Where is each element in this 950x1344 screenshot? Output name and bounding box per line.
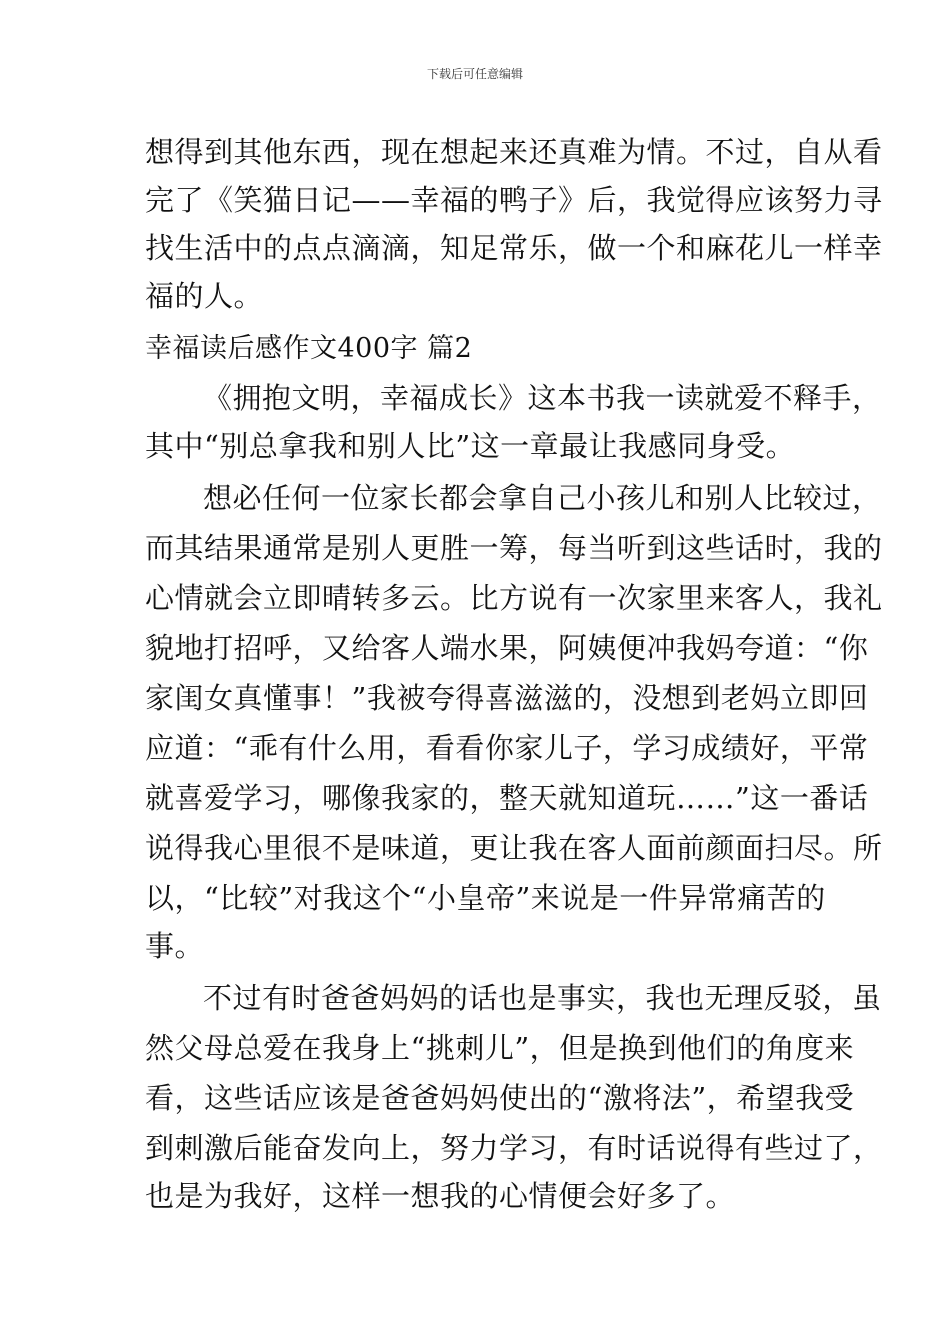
- text-line: 说得我心里很不是味道，更让我在客人面前颜面扫尽。所: [145, 831, 883, 865]
- text-line: 然父母总爱在我身上“挑刺儿”，但是换到他们的角度来: [145, 1031, 855, 1065]
- text-line: 而其结果通常是别人更胜一筹，每当听到这些话时，我的: [145, 531, 883, 565]
- text-line: 完了《笑猫日记——幸福的鸭子》后，我觉得应该努力寻: [145, 183, 883, 217]
- text-line: 家闺女真懂事！”我被夸得喜滋滋的，没想到老妈立即回: [145, 681, 869, 715]
- text-line: 找生活中的点点滴滴，知足常乐，做一个和麻花儿一样幸: [145, 231, 883, 265]
- text-line: 貌地打招呼，又给客人端水果，阿姨便冲我妈夸道：“你: [145, 631, 869, 665]
- text-line: 心情就会立即晴转多云。比方说有一次家里来客人，我礼: [145, 581, 883, 615]
- text-line: 想必任何一位家长都会拿自己小孩儿和别人比较过，: [203, 481, 882, 515]
- text-line: 《拥抱文明，幸福成长》这本书我一读就爱不释手，: [203, 381, 882, 415]
- section-heading: 幸福读后感作文400字 篇2: [145, 333, 473, 364]
- text-line: 到刺激后能奋发向上，努力学习，有时话说得有些过了，: [145, 1131, 883, 1165]
- text-line: 其中“别总拿我和别人比”这一章最让我感同身受。: [145, 429, 796, 463]
- text-line: 事。: [145, 929, 205, 963]
- text-line: 应道：“乖有什么用，看看你家儿子，学习成绩好，平常: [145, 731, 869, 765]
- text-line: 就喜爱学习，哪像我家的，整天就知道玩……”这一番话: [145, 781, 869, 815]
- text-line: 也是为我好，这样一想我的心情便会好多了。: [145, 1179, 736, 1213]
- text-line: 看，这些话应该是爸爸妈妈使出的“激将法”，希望我受: [145, 1081, 855, 1115]
- text-line: 福的人。: [145, 279, 264, 313]
- page-header: 下载后可任意编辑: [426, 67, 523, 81]
- text-line: 想得到其他东西，现在想起来还真难为情。不过，自从看: [145, 135, 883, 169]
- text-line: 不过有时爸爸妈妈的话也是事实，我也无理反驳，虽: [203, 981, 882, 1015]
- text-line: 以，“比较”对我这个“小皇帝”来说是一件异常痛苦的: [145, 881, 826, 915]
